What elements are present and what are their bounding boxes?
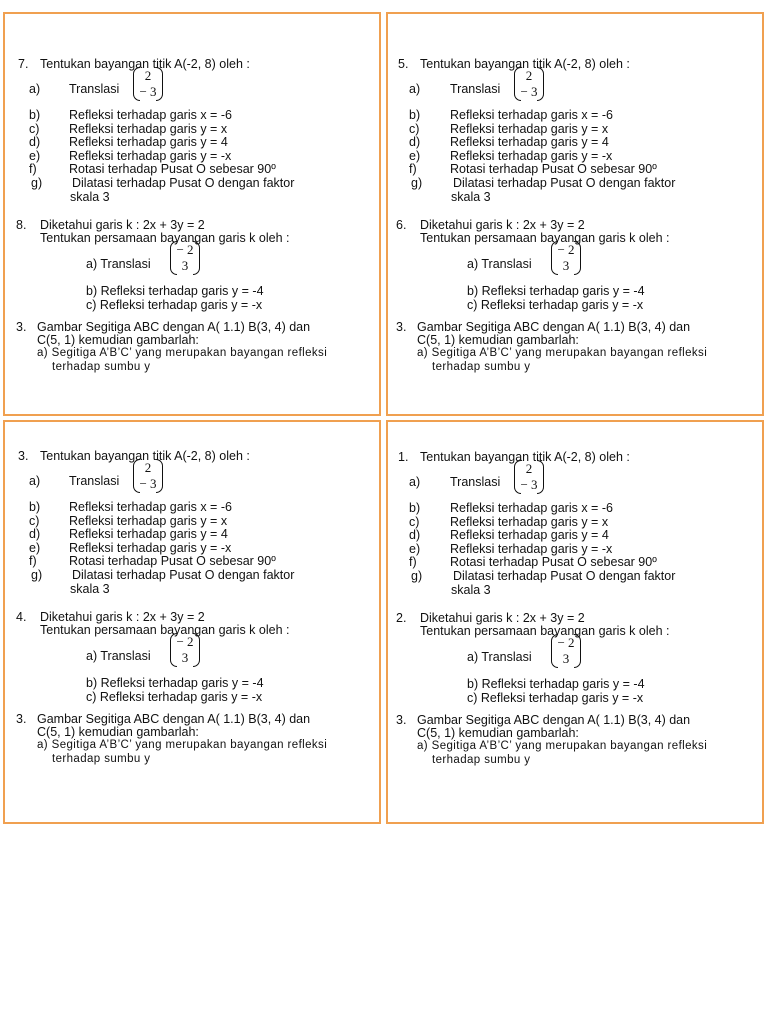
translation-vector [551, 241, 581, 277]
item-text: skala 3 [70, 581, 110, 596]
item-text: skala 3 [70, 189, 110, 204]
vector-top: 2 [144, 460, 152, 475]
item-text: a) Translasi [467, 650, 532, 665]
vector-top: 2 [525, 68, 533, 83]
item-text: Translasi [450, 82, 501, 96]
item-text: c) Refleksi terhadap garis y = -x [467, 690, 644, 705]
item-text: Refleksi terhadap garis y = 4 [69, 135, 228, 150]
item-label: a) [409, 475, 421, 489]
item-text: Dilatasi terhadap Pusat O dengan faktor [72, 176, 295, 190]
item-label: c) [29, 513, 40, 528]
item-label: d) [409, 135, 421, 150]
item-label: g) [31, 176, 43, 190]
question-text: Tentukan persamaan bayangan garis k oleh : [420, 624, 670, 639]
item-label: f) [409, 162, 417, 177]
question-text: Diketahui garis k : 2x + 3y = 2 [420, 610, 585, 625]
item-label: g) [411, 569, 423, 583]
translation-vector [514, 460, 544, 496]
worksheet-card [3, 420, 381, 824]
item-text: Refleksi terhadap garis y = -x [450, 148, 613, 163]
question-number: 8. [16, 217, 27, 232]
question-text: a) Segitiga A’B’C’ yang merupakan bayangan refleksi [417, 740, 708, 753]
item-text: Translasi [450, 475, 501, 489]
item-label: e) [409, 148, 421, 163]
item-label: c) [409, 514, 420, 529]
item-text: Dilatasi terhadap Pusat O dengan faktor [453, 176, 676, 190]
item-text: skala 3 [451, 189, 491, 204]
item-text: Refleksi terhadap garis x = -6 [450, 108, 613, 122]
item-label: a) [29, 474, 41, 488]
item-label: e) [409, 541, 421, 556]
worksheet-card [386, 12, 764, 416]
item-text: Rotasi terhadap Pusat O sebesar 90º [450, 162, 657, 177]
question-text: Gambar Segitiga ABC dengan A( 1.1) B(3, 4) dan [37, 319, 311, 334]
question-text: Tentukan bayangan titik A(-2, 8) oleh : [40, 449, 250, 463]
question-text: terhadap sumbu y [432, 753, 531, 766]
item-text: c) Refleksi terhadap garis y = -x [86, 689, 263, 704]
translation-vector [514, 67, 544, 103]
item-text: Translasi [69, 82, 120, 96]
vector-top: 2 [144, 68, 152, 83]
item-text: Refleksi terhadap garis y = -x [69, 148, 232, 163]
item-text: Refleksi terhadap garis y = -x [69, 540, 232, 555]
item-label: f) [409, 555, 417, 570]
vector-top: − 2 [557, 635, 575, 651]
item-label: b) [29, 108, 41, 122]
item-text: Refleksi terhadap garis y = -x [450, 541, 613, 556]
item-text: skala 3 [451, 582, 491, 597]
question-text: Gambar Segitiga ABC dengan A( 1.1) B(3, 4) dan [417, 319, 691, 334]
vector-bottom: − 3 [520, 84, 538, 99]
item-text: c) Refleksi terhadap garis y = -x [86, 297, 263, 312]
item-text: b) Refleksi terhadap garis y = -4 [86, 676, 264, 691]
question-text: a) Segitiga A’B’C’ yang merupakan bayangan refleksi [417, 347, 708, 360]
translation-vector [133, 459, 163, 495]
vector-bottom: 3 [181, 258, 189, 274]
question-number: 3. [18, 449, 29, 463]
item-label: b) [409, 108, 421, 122]
question-text: Gambar Segitiga ABC dengan A( 1.1) B(3, 4) dan [417, 712, 691, 727]
item-label: e) [29, 540, 41, 555]
question-text: C(5, 1) kemudian gambarlah: [37, 725, 199, 739]
item-text: Translasi [69, 474, 120, 488]
translation-vector [170, 633, 200, 669]
item-text: Refleksi terhadap garis x = -6 [69, 108, 232, 122]
vector-top: − 2 [557, 242, 575, 258]
translation-vector [133, 67, 163, 103]
item-text: Refleksi terhadap garis x = -6 [450, 501, 613, 515]
vector-top: − 2 [176, 634, 194, 650]
question-text: a) Segitiga A’B’C’ yang merupakan bayangan refleksi [37, 347, 328, 360]
vector-bottom: − 3 [139, 84, 157, 99]
question-text: Gambar Segitiga ABC dengan A( 1.1) B(3, 4) dan [37, 711, 311, 726]
item-label: f) [29, 162, 37, 177]
question-text: Tentukan bayangan titik A(-2, 8) oleh : [40, 57, 250, 71]
question-number: 3. [396, 319, 407, 334]
item-text: Refleksi terhadap garis y = 4 [450, 135, 609, 150]
question-text: C(5, 1) kemudian gambarlah: [417, 333, 579, 347]
vector-bottom: − 3 [139, 476, 157, 491]
question-text: terhadap sumbu y [52, 752, 151, 765]
translation-vector [170, 241, 200, 277]
question-text: terhadap sumbu y [52, 360, 151, 373]
item-label: g) [31, 568, 43, 582]
item-text: a) Translasi [467, 257, 532, 272]
vector-bottom: 3 [562, 651, 570, 667]
item-text: Rotasi terhadap Pusat O sebesar 90º [450, 555, 657, 570]
item-text: c) Refleksi terhadap garis y = -x [467, 297, 644, 312]
item-label: c) [29, 121, 40, 136]
item-text: Dilatasi terhadap Pusat O dengan faktor [453, 569, 676, 583]
item-label: c) [409, 121, 420, 136]
question-number: 6. [396, 217, 407, 232]
item-text: Refleksi terhadap garis y = x [69, 121, 228, 136]
item-text: a) Translasi [86, 649, 151, 664]
question-number: 3. [396, 712, 407, 727]
item-text: Refleksi terhadap garis y = x [450, 121, 609, 136]
vector-bottom: 3 [181, 650, 189, 666]
vector-top: 2 [525, 461, 533, 476]
item-text: Dilatasi terhadap Pusat O dengan faktor [72, 568, 295, 582]
item-text: a) Translasi [86, 257, 151, 272]
question-text: a) Segitiga A’B’C’ yang merupakan bayangan refleksi [37, 739, 328, 752]
item-text: b) Refleksi terhadap garis y = -4 [467, 677, 645, 692]
question-text: Diketahui garis k : 2x + 3y = 2 [40, 609, 205, 624]
item-label: d) [29, 135, 41, 150]
question-number: 3. [16, 319, 27, 334]
vector-bottom: 3 [562, 258, 570, 274]
question-number: 4. [16, 609, 27, 624]
item-label: a) [29, 82, 41, 96]
item-label: g) [411, 176, 423, 190]
question-text: Diketahui garis k : 2x + 3y = 2 [420, 217, 585, 232]
item-text: Rotasi terhadap Pusat O sebesar 90º [69, 162, 276, 177]
question-text: Tentukan persamaan bayangan garis k oleh : [40, 231, 290, 246]
question-text: Tentukan bayangan titik A(-2, 8) oleh : [420, 450, 630, 464]
item-label: e) [29, 148, 41, 163]
item-label: f) [29, 554, 37, 569]
item-text: Refleksi terhadap garis y = 4 [450, 528, 609, 543]
translation-vector [551, 634, 581, 670]
question-text: terhadap sumbu y [432, 360, 531, 373]
item-text: Refleksi terhadap garis y = x [450, 514, 609, 529]
vector-top: − 2 [176, 242, 194, 258]
question-text: C(5, 1) kemudian gambarlah: [37, 333, 199, 347]
question-number: 5. [398, 57, 409, 71]
question-number: 1. [398, 450, 409, 464]
question-number: 7. [18, 57, 29, 71]
item-text: Rotasi terhadap Pusat O sebesar 90º [69, 554, 276, 569]
question-text: C(5, 1) kemudian gambarlah: [417, 726, 579, 740]
question-number: 3. [16, 711, 27, 726]
worksheet-card [3, 12, 381, 416]
worksheet-card [386, 420, 764, 824]
question-text: Tentukan persamaan bayangan garis k oleh : [420, 231, 670, 246]
item-label: a) [409, 82, 421, 96]
item-label: d) [409, 528, 421, 543]
item-text: Refleksi terhadap garis x = -6 [69, 500, 232, 514]
item-text: b) Refleksi terhadap garis y = -4 [467, 284, 645, 299]
question-number: 2. [396, 610, 407, 625]
item-text: b) Refleksi terhadap garis y = -4 [86, 284, 264, 299]
question-text: Tentukan bayangan titik A(-2, 8) oleh : [420, 57, 630, 71]
question-text: Diketahui garis k : 2x + 3y = 2 [40, 217, 205, 232]
vector-bottom: − 3 [520, 477, 538, 492]
item-text: Refleksi terhadap garis y = x [69, 513, 228, 528]
question-text: Tentukan persamaan bayangan garis k oleh : [40, 623, 290, 638]
item-label: b) [409, 501, 421, 515]
item-label: d) [29, 527, 41, 542]
item-text: Refleksi terhadap garis y = 4 [69, 527, 228, 542]
item-label: b) [29, 500, 41, 514]
